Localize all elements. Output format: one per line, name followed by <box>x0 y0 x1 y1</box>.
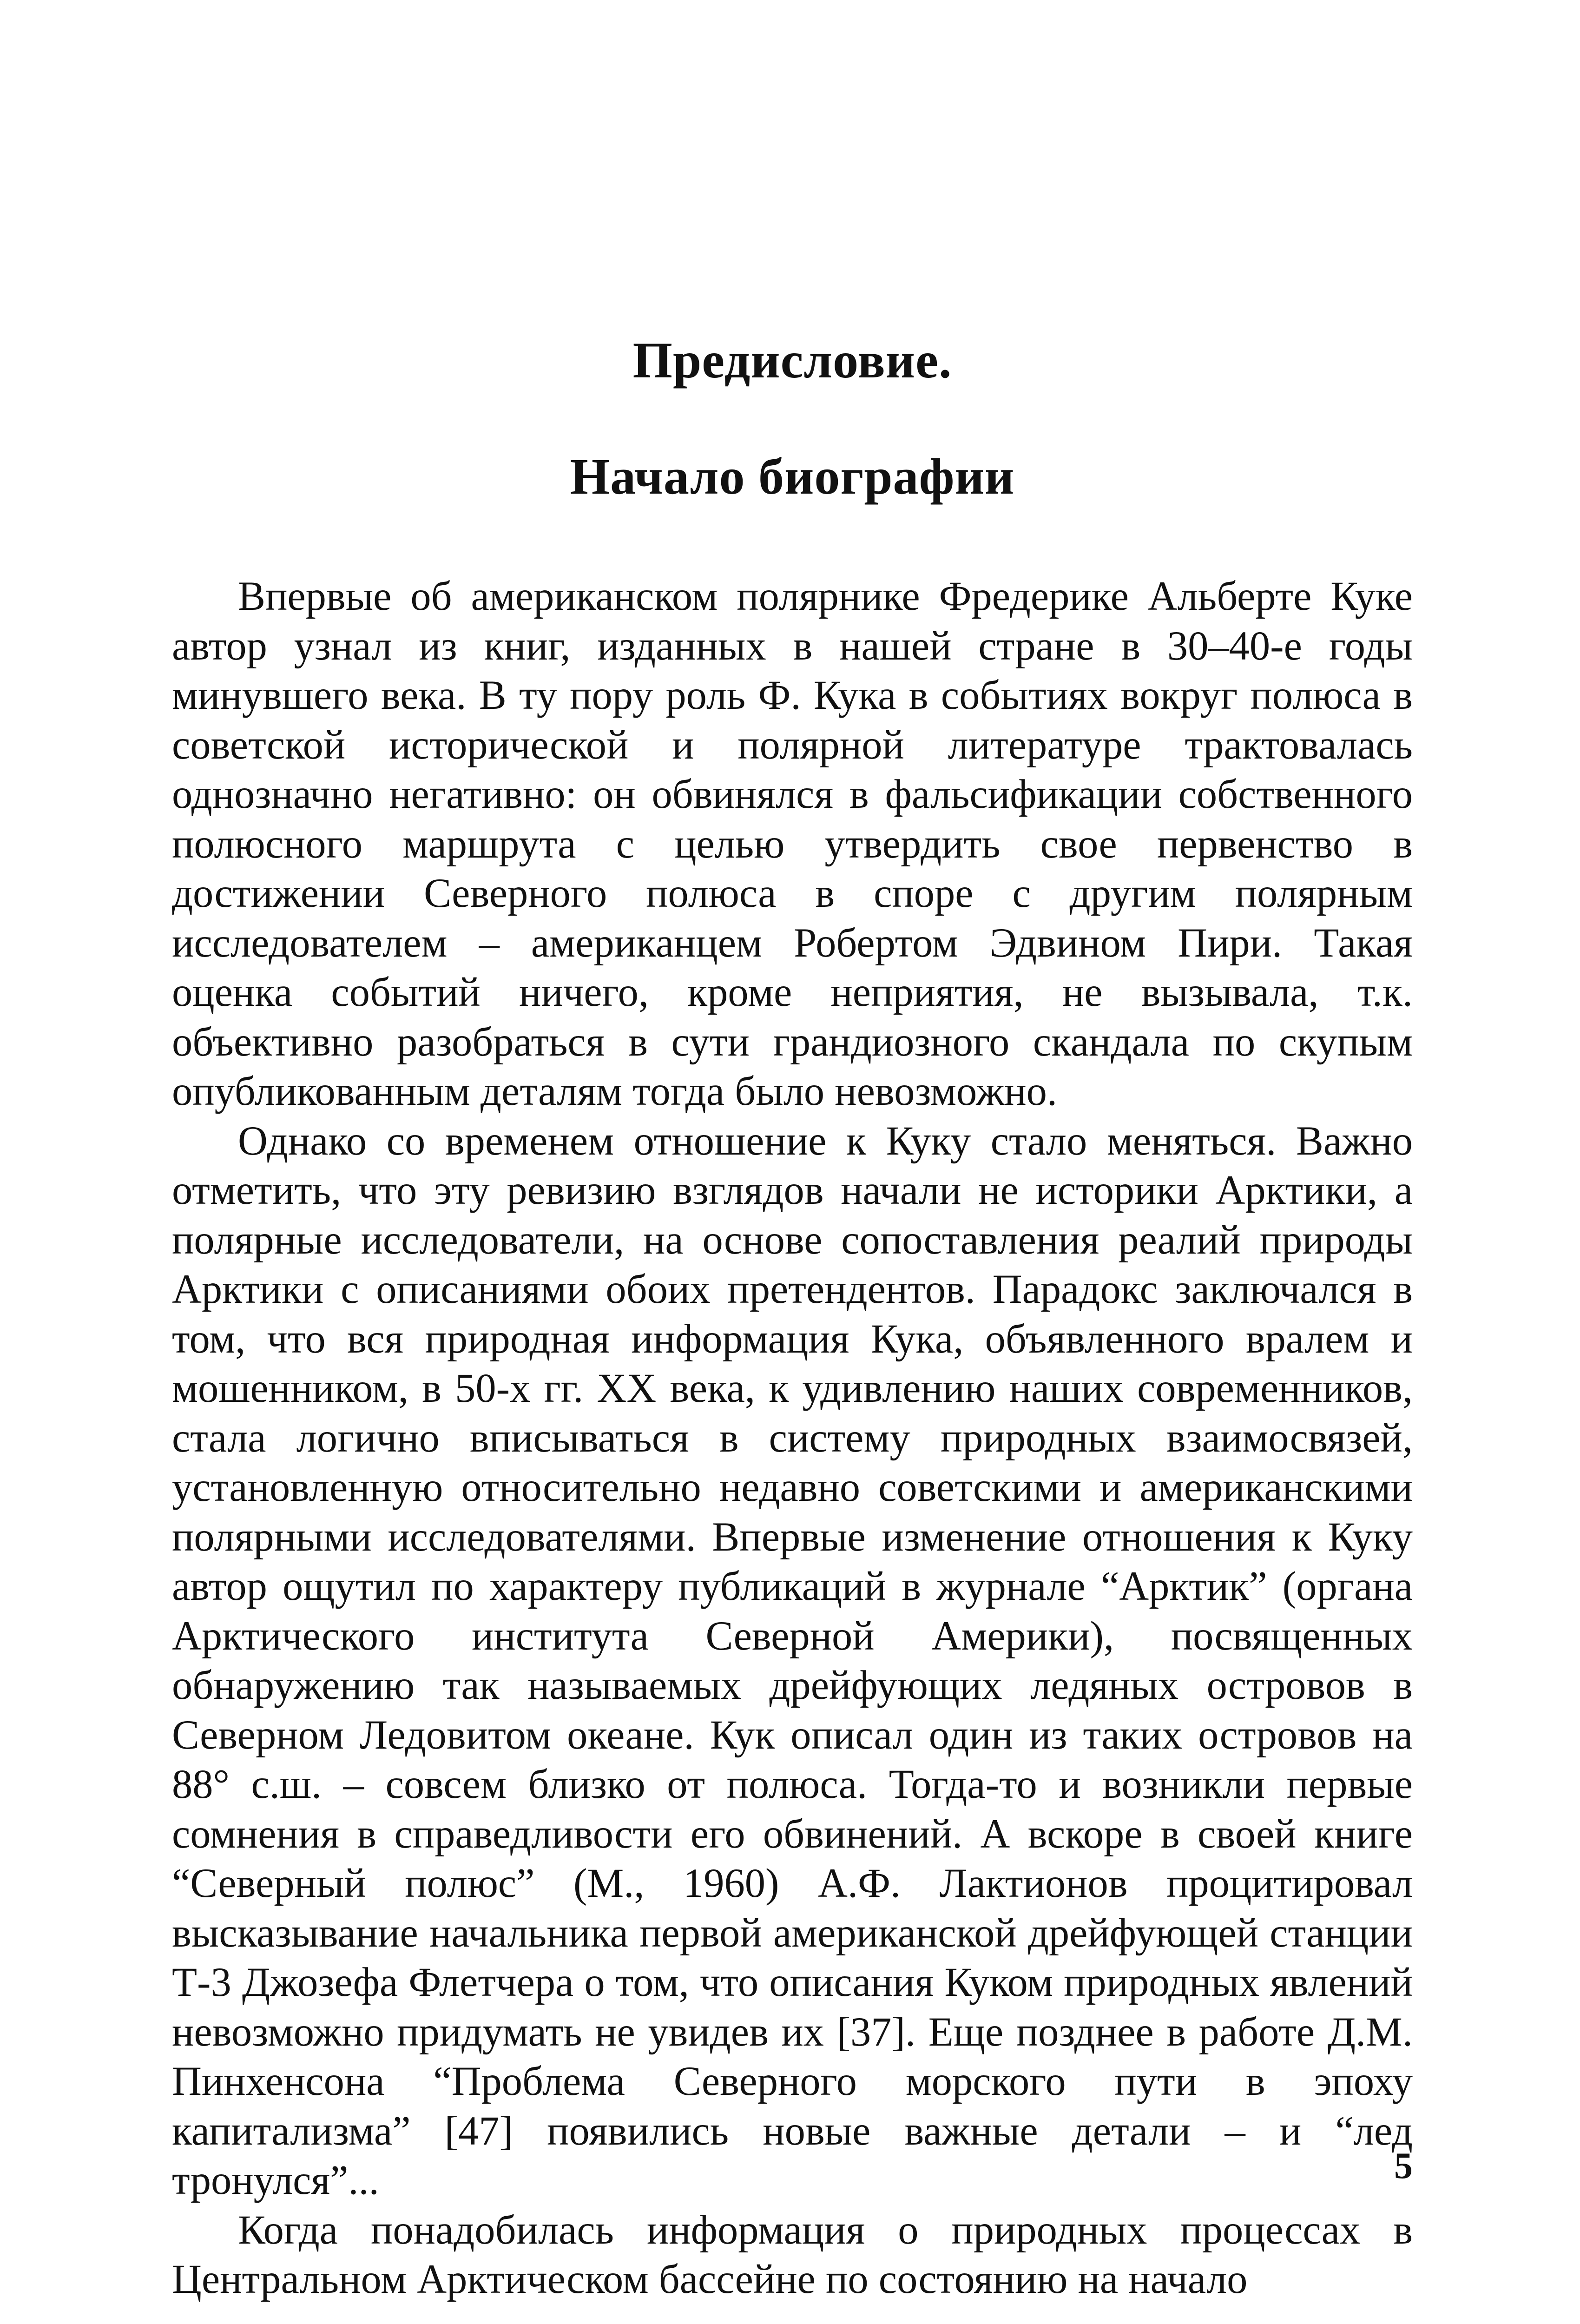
chapter-title: Начало биографии <box>570 448 1015 505</box>
preface-heading: Предисловие. <box>632 332 952 389</box>
body-text <box>172 572 1413 2304</box>
paragraph-3: Когда понадобилась информация о природных процессах в Центральном Арктическом бассейне по состоянию на начало <box>172 2207 1413 2302</box>
page-number: 5 <box>1394 2146 1413 2186</box>
paragraph-1: Впервые об американском полярнике Фредерике Альберте Куке автор узнал из книг, изданных в нашей стране в 30–40-е годы минувшего века. В ту пору роль Ф. Кука в событиях вокруг полюса в советской исторической и полярной литературе трактовалась однозначно негативно: он обвинялся в фальсификации собственного полюсного маршрута с целью утвердить свое первенство в достижении Северного полюса в споре с другим полярным исследователем – американцем Робертом Эдвином Пири. Такая оценка событий ничего, кроме неприятия, не вызывала, т.к. объективно разобраться в сути грандиозного скандала по скупым опубликованным деталям тогда было невозможно. <box>172 574 1413 1114</box>
page-content <box>172 307 1413 2304</box>
paragraph-2: Однако со временем отношение к Куку стало меняться. Важно отметить, что эту ревизию взглядов начали не историки Арктики, а полярные исследователи, на основе сопоставления реалий природы Арктики с описаниями обоих претендентов. Парадокс заключался в том, что вся природная информация Кука, объявленного вралем и мошенником, в 50-х гг. XX века, к удивлению наших современников, стала логично вписываться в систему природных взаимосвязей, установленную относительно недавно советскими и американскими полярными исследователями. Впервые изменение отношения к Куку автор ощутил по характеру публикаций в журнале “Арктик” (органа Арктического института Северной Америки), посвященных обнаружению так называемых дрейфующих ледяных островов в Северном Ледовитом океане. Кук описал один из таких островов на 88° с.ш. – совсем близко от полюса. Тогда-то и возникли первые сомнения в справедливости его обвинений. А вскоре в своей книге “Северный полюс” (М., 1960) А.Ф. Лактионов процитировал высказывание начальника первой американской дрейфующей станции Т-3 Джозефа Флетчера о том, что описания Куком природных явлений невозможно придумать не увидев их [37]. Еще позднее в работе Д.М. Пинхенсона “Проблема Северного морского пути в эпоху капитализма” [47] появились новые важные детали – и “лед тронулся”... <box>172 1118 1413 2203</box>
